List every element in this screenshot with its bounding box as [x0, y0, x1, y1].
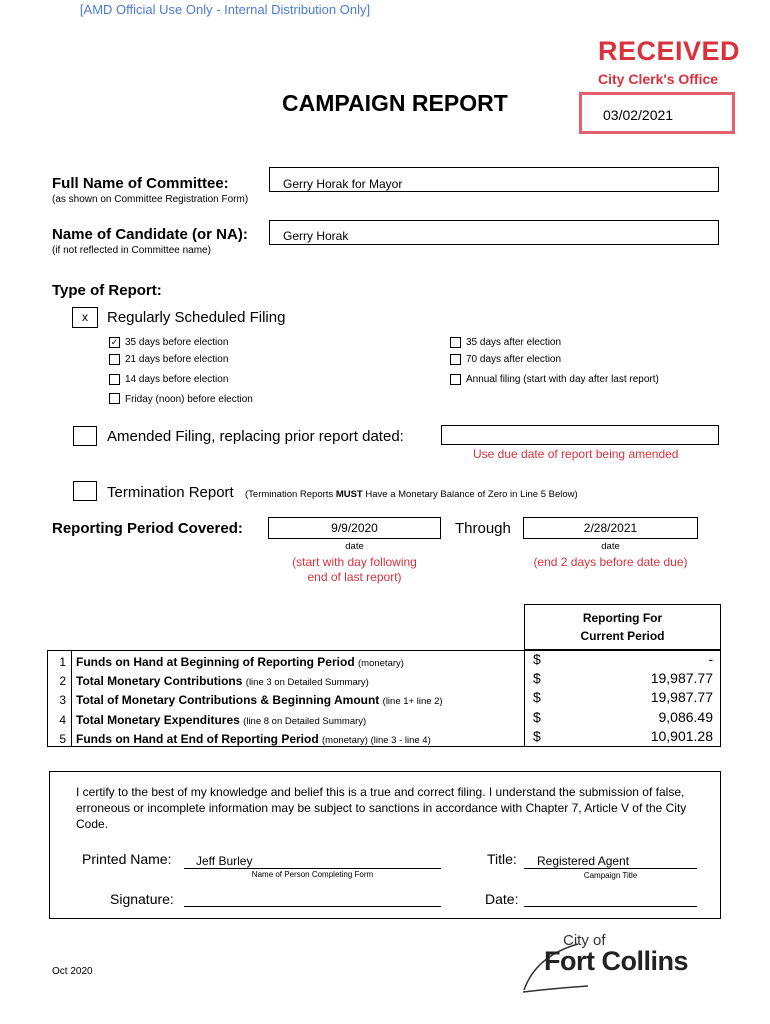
amended-filing-label: Amended Filing, replacing prior report dated:	[107, 428, 404, 445]
classification-banner: [AMD Official Use Only - Internal Distribution Only]	[79, 2, 371, 17]
summary-row-label-text: Total Monetary Contributions	[76, 674, 243, 688]
candidate-value: Gerry Horak	[283, 229, 349, 243]
summary-row-label-text: Funds on Hand at Beginning of Reporting Period	[76, 655, 355, 669]
summary-header-1: Reporting For	[582, 611, 663, 625]
summary-row-label	[76, 693, 443, 707]
summary-row-dollar: $	[533, 651, 541, 667]
title-value: Registered Agent	[537, 854, 630, 868]
termination-note-pre: (Termination Reports	[245, 489, 336, 500]
period-end-caption: date	[601, 541, 620, 552]
committee-label: Full Name of Committee:	[52, 175, 229, 192]
logo-fort-collins: Fort Collins	[544, 946, 688, 976]
period-end-hint: (end 2 days before date due)	[533, 555, 688, 569]
option-friday-label: Friday (noon) before election	[125, 394, 253, 405]
option-21-before-label: 21 days before election	[125, 354, 229, 365]
summary-row-num: 2	[59, 674, 66, 688]
summary-row-label-text: Total Monetary Expenditures	[76, 713, 240, 727]
option-friday-checkbox[interactable]	[109, 393, 120, 404]
summary-row-amount: 9,086.49	[658, 709, 713, 725]
summary-row-num: 1	[59, 655, 66, 669]
signature-label: Signature:	[110, 891, 174, 907]
printed-name-field[interactable]	[184, 852, 441, 869]
summary-row-label	[76, 732, 431, 746]
summary-row-note: (monetary)	[358, 658, 404, 669]
committee-field[interactable]	[269, 167, 719, 192]
option-35-before-checkbox[interactable]: ✓	[110, 337, 119, 347]
summary-num-divider	[71, 650, 72, 747]
regular-filing-label: Regularly Scheduled Filing	[107, 309, 286, 326]
candidate-note: (if not reflected in Committee name)	[52, 245, 211, 256]
printed-name-label: Printed Name:	[82, 851, 172, 867]
termination-checkbox[interactable]	[73, 481, 97, 501]
termination-note-bold: MUST	[335, 489, 363, 500]
candidate-label: Name of Candidate (or NA):	[52, 226, 248, 243]
summary-row-dollar: $	[533, 670, 541, 686]
summary-row-label	[76, 674, 369, 688]
summary-row-label-text: Funds on Hand at End of Reporting Period	[76, 732, 319, 746]
summary-row-dollar: $	[533, 689, 541, 705]
option-35-after-checkbox[interactable]	[450, 337, 461, 348]
period-through: Through	[455, 520, 511, 537]
termination-label: Termination Report	[107, 484, 234, 501]
amended-hint: Use due date of report being amended	[473, 447, 679, 461]
signature-field[interactable]	[184, 890, 441, 907]
received-stamp-date: 03/02/2021	[603, 107, 674, 123]
amended-date-field[interactable]	[441, 425, 719, 445]
period-end-field[interactable]: 2/28/2021	[523, 517, 698, 539]
form-date: Oct 2020	[52, 966, 93, 977]
option-14-before-checkbox[interactable]	[109, 374, 120, 385]
option-70-after-checkbox[interactable]	[450, 354, 461, 365]
certification-text: I certify to the best of my knowledge and belief this is a true and correct filing. I understand the submission of false, erroneous or incomplete information may be subject to sanctions in accordance with Chapter 7, Article V of the City Code.	[76, 785, 687, 831]
option-14-before-label: 14 days before election	[125, 374, 229, 385]
date-label: Date:	[485, 891, 519, 907]
termination-note	[245, 489, 578, 500]
date-field[interactable]	[524, 890, 697, 907]
option-70-after-label: 70 days after election	[466, 354, 562, 365]
page-title: CAMPAIGN REPORT	[282, 90, 508, 116]
summary-row-label	[76, 655, 404, 669]
summary-row-num: 3	[59, 693, 66, 707]
period-start-field[interactable]: 9/9/2020	[268, 517, 441, 539]
option-annual-label: Annual filing (start with day after last report)	[466, 374, 659, 385]
amended-filing-checkbox[interactable]	[73, 426, 97, 446]
summary-row-label-text: Total of Monetary Contributions & Beginning Amount	[76, 693, 380, 707]
summary-row-dollar: $	[533, 728, 541, 744]
summary-amount-divider	[524, 650, 525, 747]
summary-row-note: (line 1+ line 2)	[382, 696, 443, 707]
summary-row-note: (line 3 on Detailed Summary)	[245, 677, 369, 688]
summary-row-amount: -	[708, 651, 713, 667]
summary-header-2: Current Period	[580, 629, 665, 643]
summary-row-note: (monetary) (line 3 - line 4)	[322, 735, 431, 746]
period-start-hint-2: end of last report)	[307, 570, 402, 584]
title-caption: Campaign Title	[583, 871, 638, 880]
title-label: Title:	[487, 851, 517, 867]
period-label: Reporting Period Covered:	[52, 520, 243, 537]
committee-value: Gerry Horak for Mayor	[283, 177, 403, 191]
summary-row-num: 5	[59, 732, 66, 746]
option-35-after-label: 35 days after election	[466, 337, 562, 348]
termination-note-post: Have a Monetary Balance of Zero in Line 5 Below)	[362, 489, 578, 500]
summary-row-label	[76, 713, 366, 727]
summary-row-note: (line 8 on Detailed Summary)	[243, 716, 367, 727]
city-logo	[518, 930, 718, 1000]
option-21-before-checkbox[interactable]	[109, 354, 120, 365]
option-annual-checkbox[interactable]	[450, 374, 461, 385]
regular-filing-checkbox[interactable]: x	[72, 307, 98, 328]
period-start-hint-1: (start with day following	[292, 555, 417, 569]
received-stamp-title: RECEIVED	[598, 36, 741, 66]
summary-row-num: 4	[59, 713, 66, 727]
committee-note: (as shown on Committee Registration Form)	[52, 194, 249, 205]
printed-name-caption: Name of Person Completing Form	[251, 870, 374, 879]
summary-row-amount: 10,901.28	[650, 728, 713, 744]
title-field[interactable]	[524, 852, 697, 869]
logo-city-of: City of	[563, 932, 606, 949]
candidate-field[interactable]	[269, 220, 719, 245]
printed-name-value: Jeff Burley	[196, 854, 253, 868]
type-of-report-label: Type of Report:	[52, 282, 162, 299]
option-35-before-label: 35 days before election	[125, 337, 229, 348]
summary-row-amount: 19,987.77	[650, 670, 713, 686]
summary-row-amount: 19,987.77	[650, 689, 713, 705]
received-stamp-office: City Clerk's Office	[598, 71, 719, 87]
summary-row-dollar: $	[533, 709, 541, 725]
period-start-caption: date	[345, 541, 364, 552]
